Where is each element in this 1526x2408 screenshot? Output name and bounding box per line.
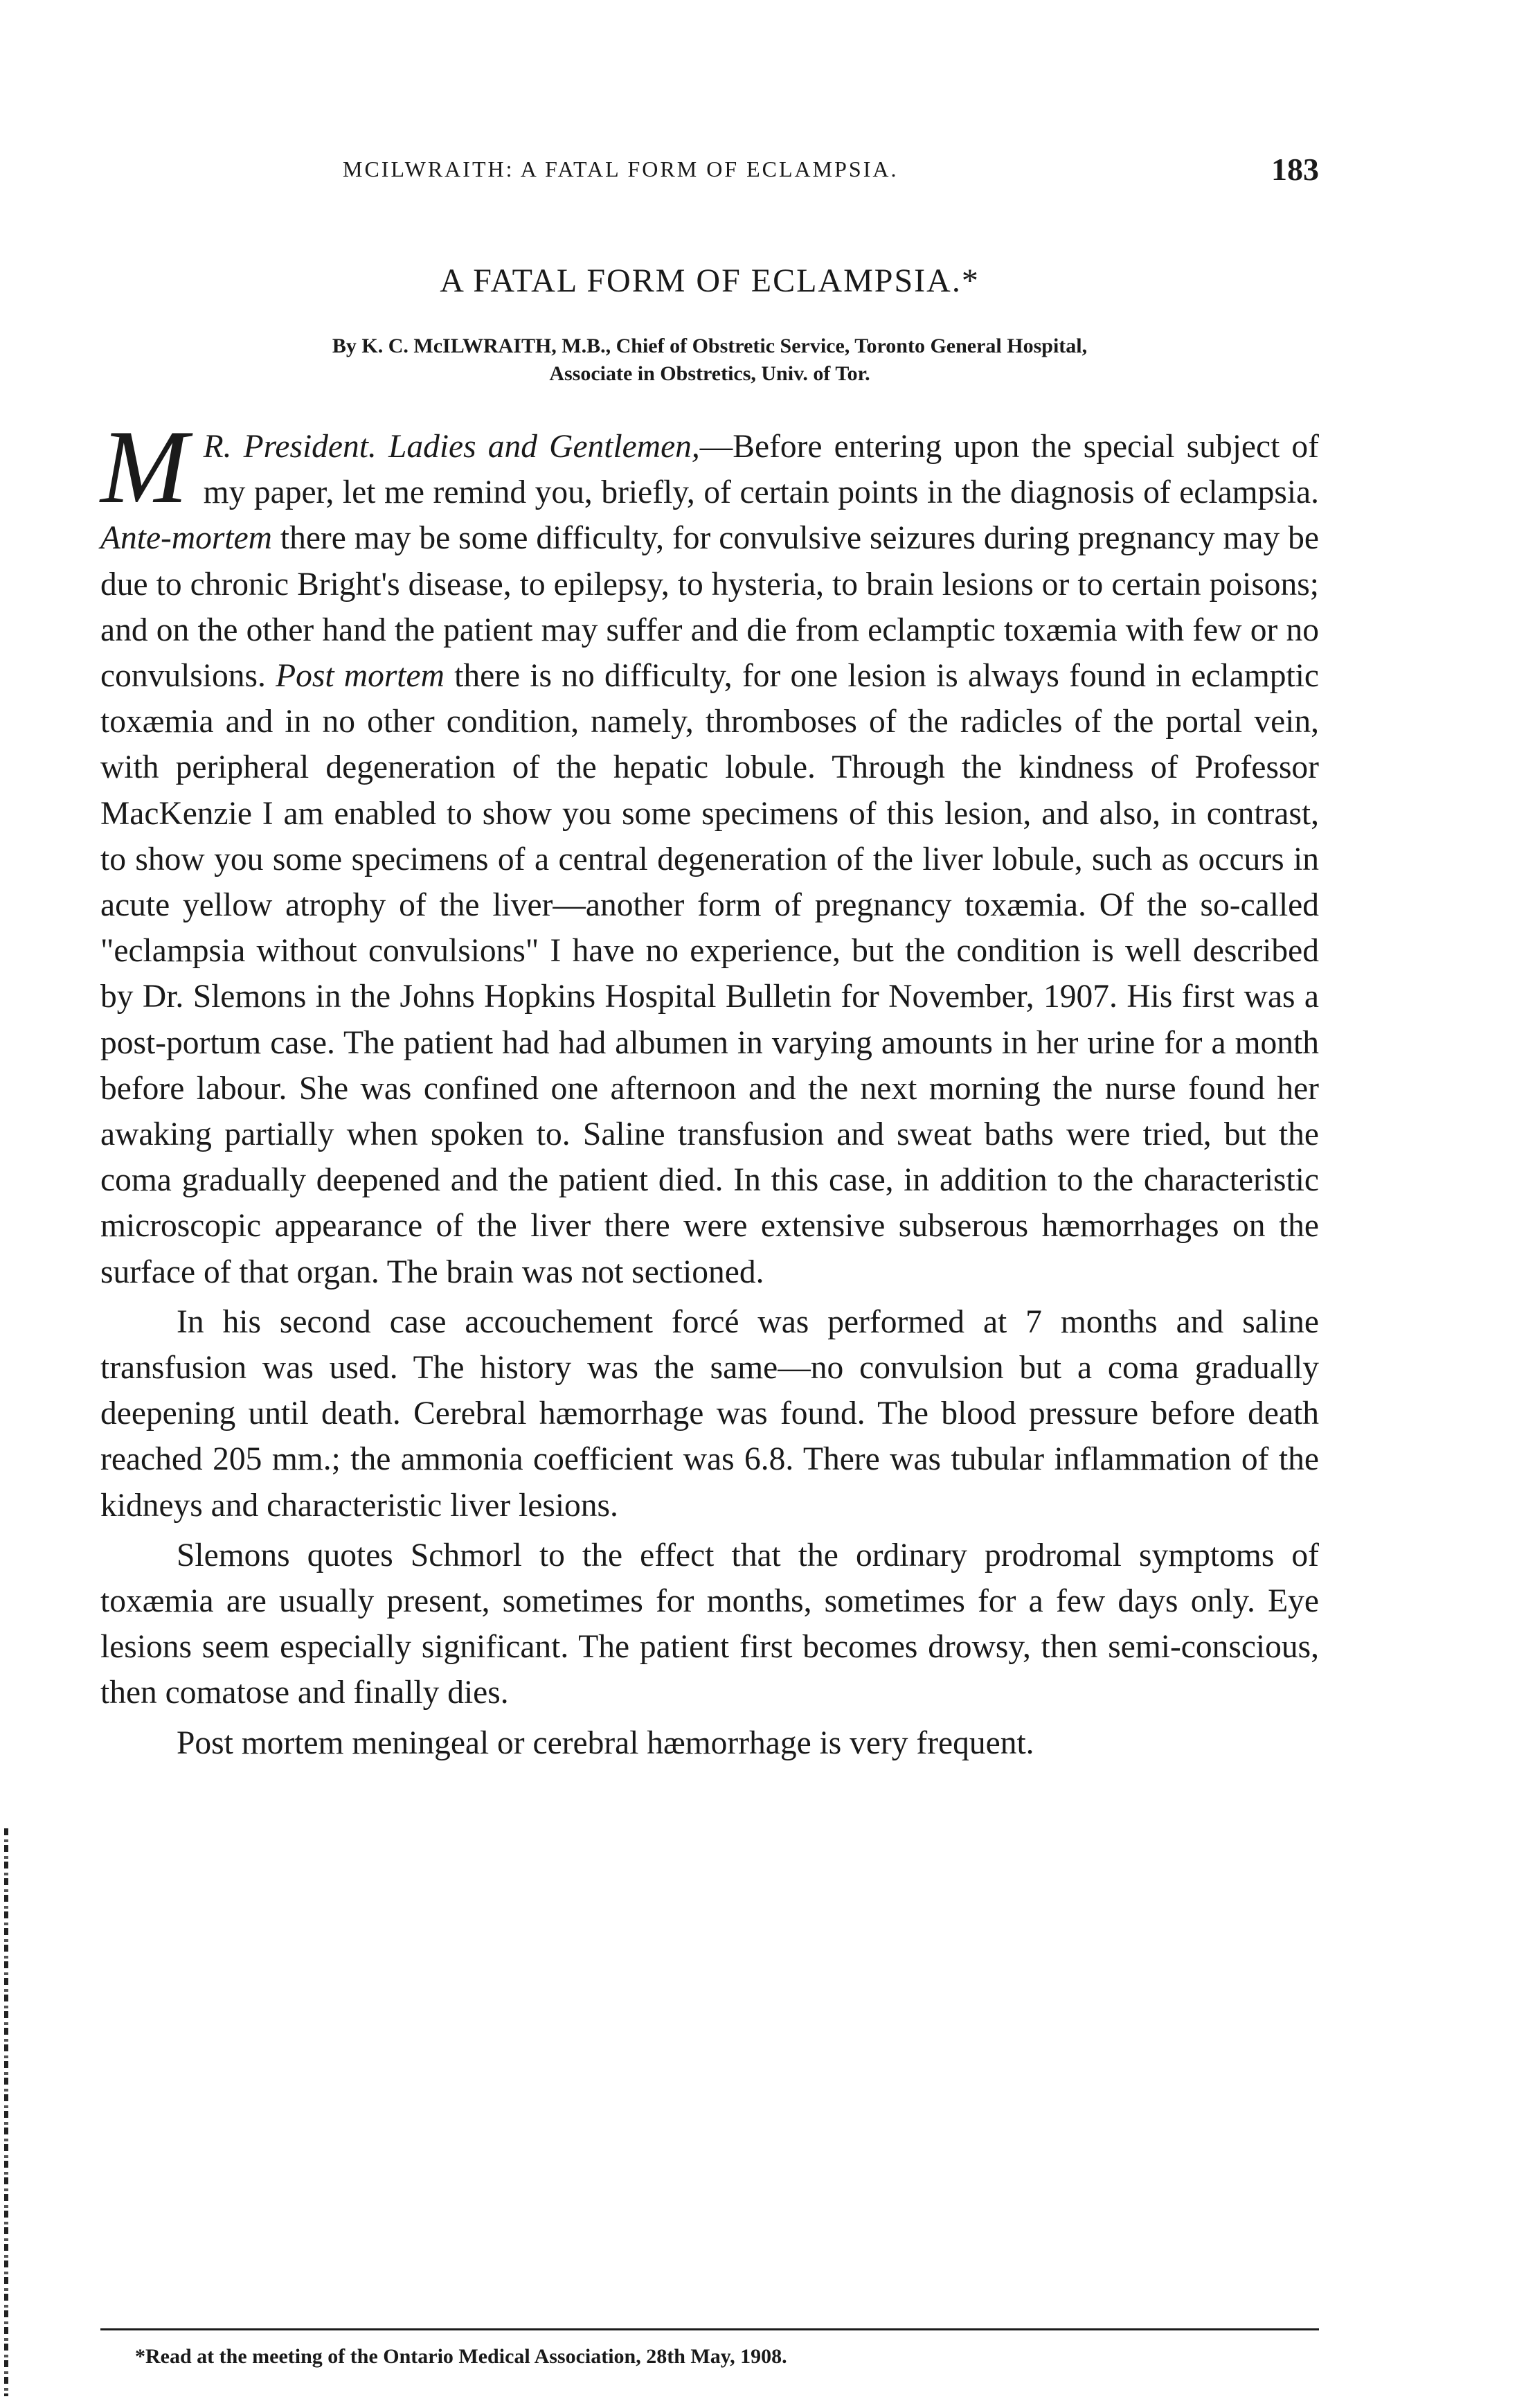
footnote: *Read at the meeting of the Ontario Medical Association, 28th May, 1908. xyxy=(135,2345,787,2368)
paragraph-1 xyxy=(100,409,1320,1295)
running-title: MCILWRAITH: A FATAL FORM OF ECLAMPSIA. xyxy=(343,157,899,181)
paragraph-1-part-3: there is no difficulty, for one lesion is always found in eclamptic toxæmia and in no other condition, namely, thromboses of the radicles of the portal vein, with peripheral degeneration of the hepatic lobule. Through the kindness of Professor MacKenzie I am enabled to show you some specimens of this lesion, and also, in contrast, to show you some specimens of a central degeneration of the liver lobule, such as occurs in acute yellow atrophy of the liver—another form of pregnancy toxæmia. Of the so-called "eclampsia without convulsions" I have no experience, but the condition is well described by Dr. Slemons in the Johns Hopkins Hospital Bulletin for November, 1907. His first was a post-portum case. The patient had had albumen in varying amounts in her urine for a month before labour. She was confined one afternoon and the next morning the nurse found her awaking partially when spoken to. Saline transfusion and sweat baths were tried, but the coma gradually deepened and the patient died. In this case, in addition to the characteristic microscopic appearance of the liver there were extensive subserous hæmorrhages on the surface of that organ. The brain was not sectioned. xyxy=(100,658,1320,1290)
footnote-divider xyxy=(100,2328,1319,2330)
running-head xyxy=(100,151,1319,193)
byline-affiliation: Associate in Obstretics, Univ. of Tor. xyxy=(549,362,870,385)
paragraph-1-part-1: —Before entering upon the special subject of my paper, let me remind you, briefly, of certain points in the diagnosis of eclampsia. xyxy=(203,429,1319,511)
ante-mortem-term: Ante-mortem xyxy=(100,520,272,557)
drop-cap: M xyxy=(100,409,188,525)
article-body xyxy=(100,409,1320,1766)
article-title: A FATAL FORM OF ECLAMPSIA.* xyxy=(440,262,980,299)
salutation: R. President. Ladies and Gentlemen, xyxy=(203,429,700,465)
paragraph-2: In his second case accouchement forcé was performed at 7 months and saline transfusion was used. The history was the same—no convulsion but a coma gradually deepening until death. Cerebral hæmorrhage was found. The blood pressure before death reached 205 mm.; the ammonia coefficient was 6.8. There was tubular inflammation of the kidneys and characteristic liver lesions. xyxy=(100,1303,1319,1524)
paragraph-4: Post mortem meningeal or cerebral hæmorrhage is very frequent. xyxy=(177,1724,1034,1761)
paragraph-1-part-2: there may be some difficulty, for convulsive seizures during pregnancy may be due to chronic Bright's disease, to epilepsy, to hysteria, to brain lesions or to certain poisons; and on the other hand the patient may suffer and die from eclamptic toxæmia with few or no convulsions. xyxy=(100,520,1320,695)
page-number: 183 xyxy=(1271,152,1319,187)
scan-edge-artifact xyxy=(4,1828,8,2396)
paragraph-3: Slemons quotes Schmorl to the effect that the ordinary prodromal symptoms of toxæmia are usually present, sometimes for months, sometimes for a few days only. Eye lesions seem especially significant. The patient first becomes drowsy, then semi-conscious, then comatose and finally dies. xyxy=(100,1537,1319,1711)
byline-author: By K. C. McILWRAITH, M.B., Chief of Obstretic Service, Toronto General Hospital, xyxy=(332,335,1088,357)
post-mortem-term: Post mortem xyxy=(276,658,445,695)
byline xyxy=(100,332,1319,388)
